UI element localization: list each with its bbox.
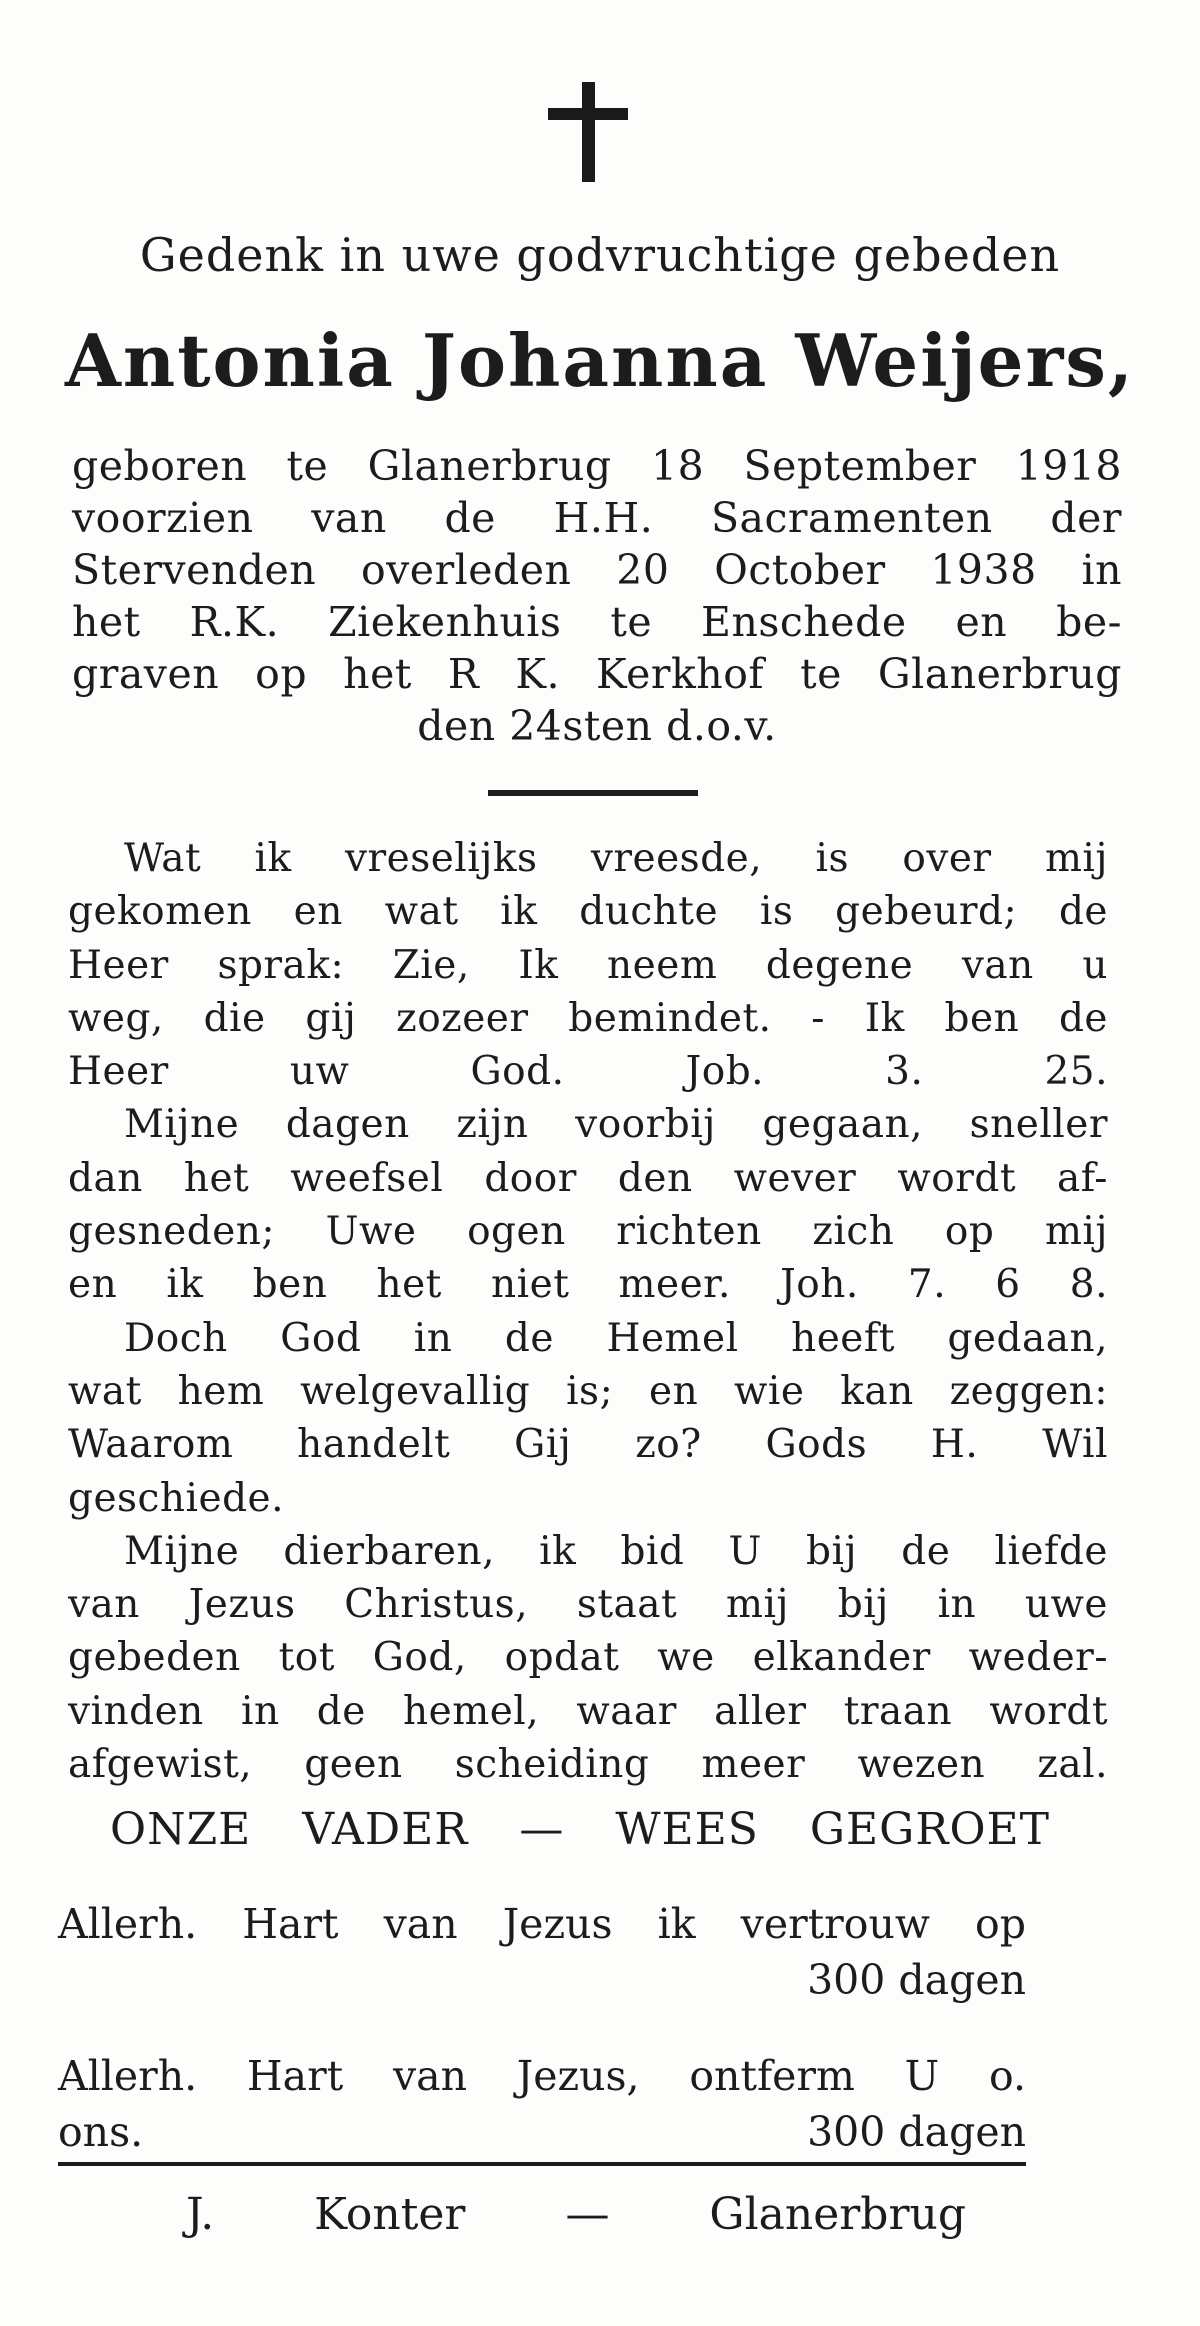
printer-footer: [186, 2184, 966, 2246]
scripture-verses: [68, 832, 1108, 1791]
verse-line: Mijne dierbaren, ik bid U bij de liefde: [124, 1528, 1108, 1574]
cross-icon: [548, 82, 628, 182]
verse-line: gebeden tot God, opdat we elkander weder-: [68, 1635, 1108, 1681]
printer-place: Glanerbrug: [709, 2189, 966, 2240]
verse-line: Wat ik vreselijks vreesde, is over mij: [124, 836, 1108, 881]
verse-line: wat hem welgevallig is; en wie kan zeggen:: [68, 1368, 1108, 1414]
verse-line: Mijne dagen zijn voorbij gegaan, sneller: [124, 1102, 1108, 1148]
prayer-title: ONZE VADER — WEES GEGROET: [110, 1804, 1050, 1855]
indulgence-continuation: ons.: [58, 2108, 144, 2156]
indulgence-prayer: [58, 2048, 1026, 2160]
footer-separator: —: [565, 2189, 610, 2240]
bio-line: Stervenden overleden 20 October 1938 in: [72, 546, 1122, 594]
bio-line: graven op het R K. Kerkhof te Glanerbrug: [72, 650, 1122, 698]
bio-line: den 24sten d.o.v.: [417, 702, 777, 750]
indulgence-text: Allerh. Hart van Jezus ik vertrouw op: [58, 1900, 1026, 1948]
deceased-name: Antonia Johanna Weijers,: [65, 318, 1135, 403]
verse-line: gekomen en wat ik duchte is gebeurd; de: [68, 889, 1108, 935]
indulgence-prayer: [58, 1896, 1026, 2008]
verse-line: weg, die gij zozeer bemindet. - Ik ben de: [68, 995, 1108, 1041]
intro-text: Gedenk in uwe godvruchtige gebeden: [139, 228, 1061, 282]
bio-line: geboren te Glanerbrug 18 September 1918: [72, 442, 1122, 490]
verse-line: en ik ben het niet meer. Joh. 7. 6 8.: [68, 1262, 1108, 1308]
biography: [72, 440, 1122, 752]
verse-line: Heer uw God. Job. 3. 25.: [68, 1049, 1108, 1095]
verse-line: Doch God in de Hemel heeft gedaan,: [124, 1315, 1108, 1361]
verse-line: geschiede.: [68, 1475, 285, 1521]
indulgence-text: Allerh. Hart van Jezus, ontferm U o.: [58, 2052, 1026, 2100]
verse-line: dan het weefsel door den wever wordt af-: [68, 1155, 1108, 1201]
divider: [488, 790, 698, 796]
verse-line: van Jezus Christus, staat mij bij in uwe: [68, 1582, 1108, 1628]
verse-line: gesneden; Uwe ogen richten zich op mij: [68, 1209, 1108, 1255]
bio-line: voorzien van de H.H. Sacramenten der: [72, 494, 1122, 542]
verse-line: vinden in de hemel, waar aller traan wordt: [68, 1688, 1108, 1734]
verse-line: Heer sprak: Zie, Ik neem degene van u: [68, 942, 1108, 988]
divider: [58, 2162, 1026, 2166]
bio-line: het R.K. Ziekenhuis te Enschede en be-: [72, 598, 1122, 646]
indulgence-days: 300 dagen: [807, 2108, 1026, 2156]
indulgence-days: 300 dagen: [807, 1956, 1026, 2004]
verse-line: afgewist, geen scheiding meer wezen zal.: [68, 1742, 1108, 1788]
printer-name: J. Konter: [186, 2189, 466, 2240]
verse-line: Waarom handelt Gij zo? Gods H. Wil: [68, 1422, 1108, 1468]
